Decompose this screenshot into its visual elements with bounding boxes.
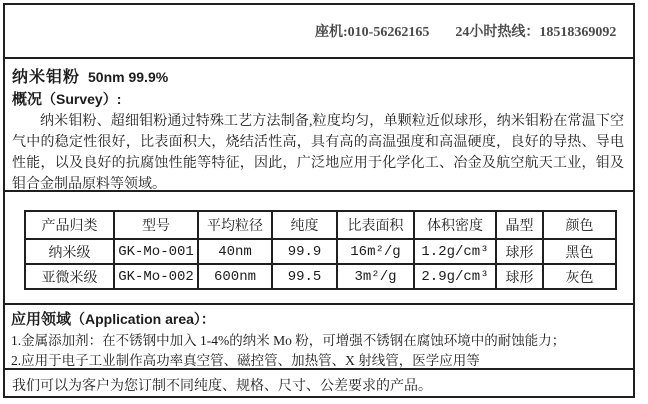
cell-bulk-density: 2.9g/cm³ [414, 264, 496, 289]
col-header-color: 颜色 [543, 211, 616, 239]
col-header-model: 型号 [114, 211, 198, 239]
application-heading-cn: 应用领域 [11, 312, 72, 328]
col-header-bulk-density: 体积密度 [414, 211, 496, 239]
contact-bar [5, 5, 633, 59]
survey-heading-en: （Survey）: [42, 91, 122, 107]
col-header-crystal-form: 晶型 [496, 211, 543, 239]
cell-purity: 99.5 [272, 264, 337, 289]
spec-table [24, 210, 617, 290]
col-header-specific-surface-area: 比表面积 [337, 211, 414, 239]
cell-crystal-form: 球形 [496, 239, 543, 264]
cell-avg-particle-size: 40nm [198, 239, 272, 264]
datasheet-page [3, 3, 635, 398]
cell-product-class: 亚微米级 [25, 264, 114, 289]
cell-color: 灰色 [543, 264, 616, 289]
product-spec: 50nm 99.9% [88, 69, 169, 85]
application-section [5, 305, 633, 370]
cell-model: GK-Mo-001 [114, 239, 198, 264]
product-name: 纳米钼粉 [12, 69, 81, 86]
landline-number: 座机:010-56262165 [315, 25, 430, 40]
cell-specific-surface-area: 16m²/g [337, 239, 414, 264]
cell-specific-surface-area: 3m²/g [337, 264, 414, 289]
survey-paragraph: 纳米钼粉、超细钼粉通过特殊工艺方法制备,粒度均匀，单颗粒近似球形，纳米钼粉在常温下空气中的稳定性很好，比表面积大，烧结活性高，具有高的高温强度和高温硬度，良好的导热、导电性能，以及良好的抗腐蚀性能等特征，因此，广泛地应用于化学化工、冶金及航空航天工业，钼及钼合金制品原料等领域。 [12, 114, 624, 192]
application-item-2: 2.应用于电子工业制作高功率真空管、磁控管、加热管、X 射线管，医学应用等 [11, 353, 480, 368]
survey-heading-cn: 概况 [12, 92, 43, 108]
col-header-purity: 纯度 [272, 211, 337, 239]
spec-table-header-row [25, 211, 616, 239]
cell-color: 黑色 [543, 239, 616, 264]
col-header-avg-particle-size: 平均粒径 [198, 211, 272, 239]
overview-section [5, 59, 633, 192]
application-item-1: 1.金属添加剂：在不锈钢中加入 1-4%的纳米 Mo 粉，可增强不锈钢在腐蚀环境中的耐蚀能力； [11, 333, 566, 348]
product-title [12, 64, 624, 87]
application-heading-en: （Application area）： [71, 311, 215, 327]
spec-table-section [5, 192, 633, 305]
cell-model: GK-Mo-002 [114, 264, 198, 289]
cell-bulk-density: 1.2g/cm³ [414, 239, 496, 264]
spec-table-row-submicron [25, 264, 616, 289]
cell-purity: 99.9 [272, 239, 337, 264]
spec-table-row-nano [25, 239, 616, 264]
col-header-product-class: 产品归类 [25, 211, 114, 239]
cell-product-class: 纳米级 [25, 239, 114, 264]
application-heading [11, 308, 625, 329]
cell-crystal-form: 球形 [496, 264, 543, 289]
cell-avg-particle-size: 600nm [198, 264, 272, 289]
custom-order-note: 我们可以为客户为您订制不同纯度、规格、尺寸、公差要求的产品。 [12, 379, 432, 394]
hotline-number: 24小时热线：18518369092 [455, 25, 617, 40]
survey-heading [12, 88, 624, 109]
